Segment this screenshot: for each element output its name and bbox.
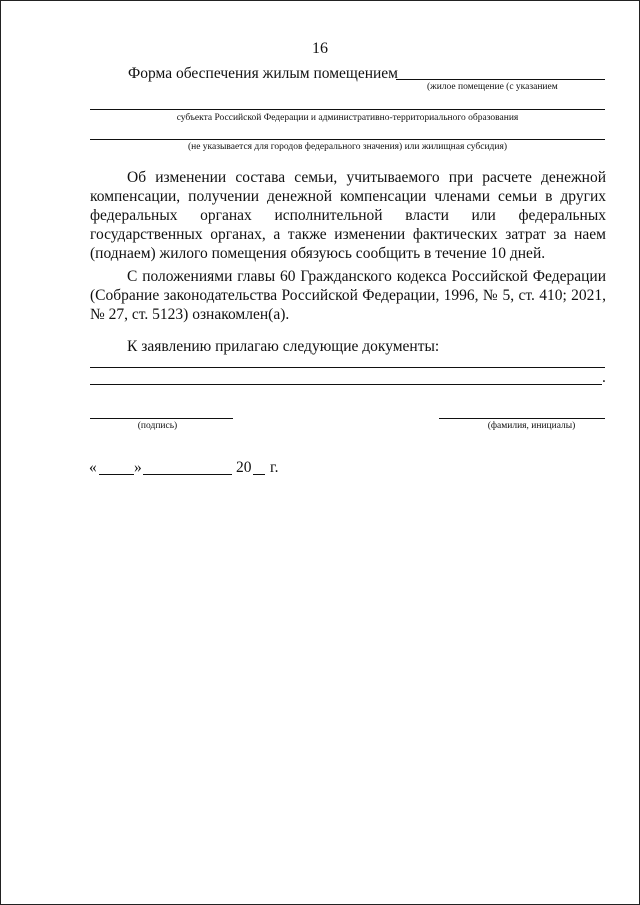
documents-field-2[interactable] (90, 384, 602, 385)
name-field[interactable] (439, 418, 605, 419)
civil-code-paragraph: С положениями главы 60 Гражданского кодекса Российской Федерации (Собрание законодательства Российской Федерации, 1996, № 5, ст. 410; 2021, № 27, ст. 5123) ознакомлен(а). (90, 268, 606, 323)
housing-form-field-3[interactable] (90, 139, 605, 140)
housing-form-hint-2: субъекта Российской Федерации и административно-территориального образования (176, 113, 519, 123)
name-label: (фамилия, инициалы) (487, 421, 576, 431)
housing-form-label: Форма обеспечения жилым помещением (128, 65, 398, 82)
documents-field-1[interactable] (90, 367, 605, 368)
housing-form-hint-3: (не указывается для городов федерального значения) или жилищная субсидия) (187, 142, 508, 152)
date-year-prefix: 20 (236, 459, 252, 476)
date-year-suffix: г. (270, 459, 279, 476)
date-month-field[interactable] (143, 474, 232, 475)
housing-form-field[interactable] (396, 79, 605, 80)
documents-period: . (602, 369, 606, 386)
housing-form-field-2[interactable] (90, 109, 605, 110)
signature-label: (подпись) (137, 421, 178, 431)
family-change-paragraph: Об изменении состава семьи, учитываемого при расчете денежной компенсации, получении денежной компенсации членами семьи в других федеральных органах исполнительной власти или федеральных государственных органах, а также изменении фактических затрат за наем (поднаем) жилого помещения обязуюсь сообщить в течение 10 дней. (90, 169, 606, 262)
date-close-quote: » (134, 459, 142, 476)
signature-field[interactable] (90, 418, 233, 419)
page-number: 16 (312, 40, 328, 57)
date-day-field[interactable] (99, 474, 134, 475)
date-open-quote: « (89, 459, 97, 476)
date-year-field[interactable] (253, 474, 265, 475)
documents-paragraph: К заявлению прилагаю следующие документы: (127, 338, 440, 355)
housing-form-hint-1: (жилое помещение (с указанием (427, 82, 558, 92)
